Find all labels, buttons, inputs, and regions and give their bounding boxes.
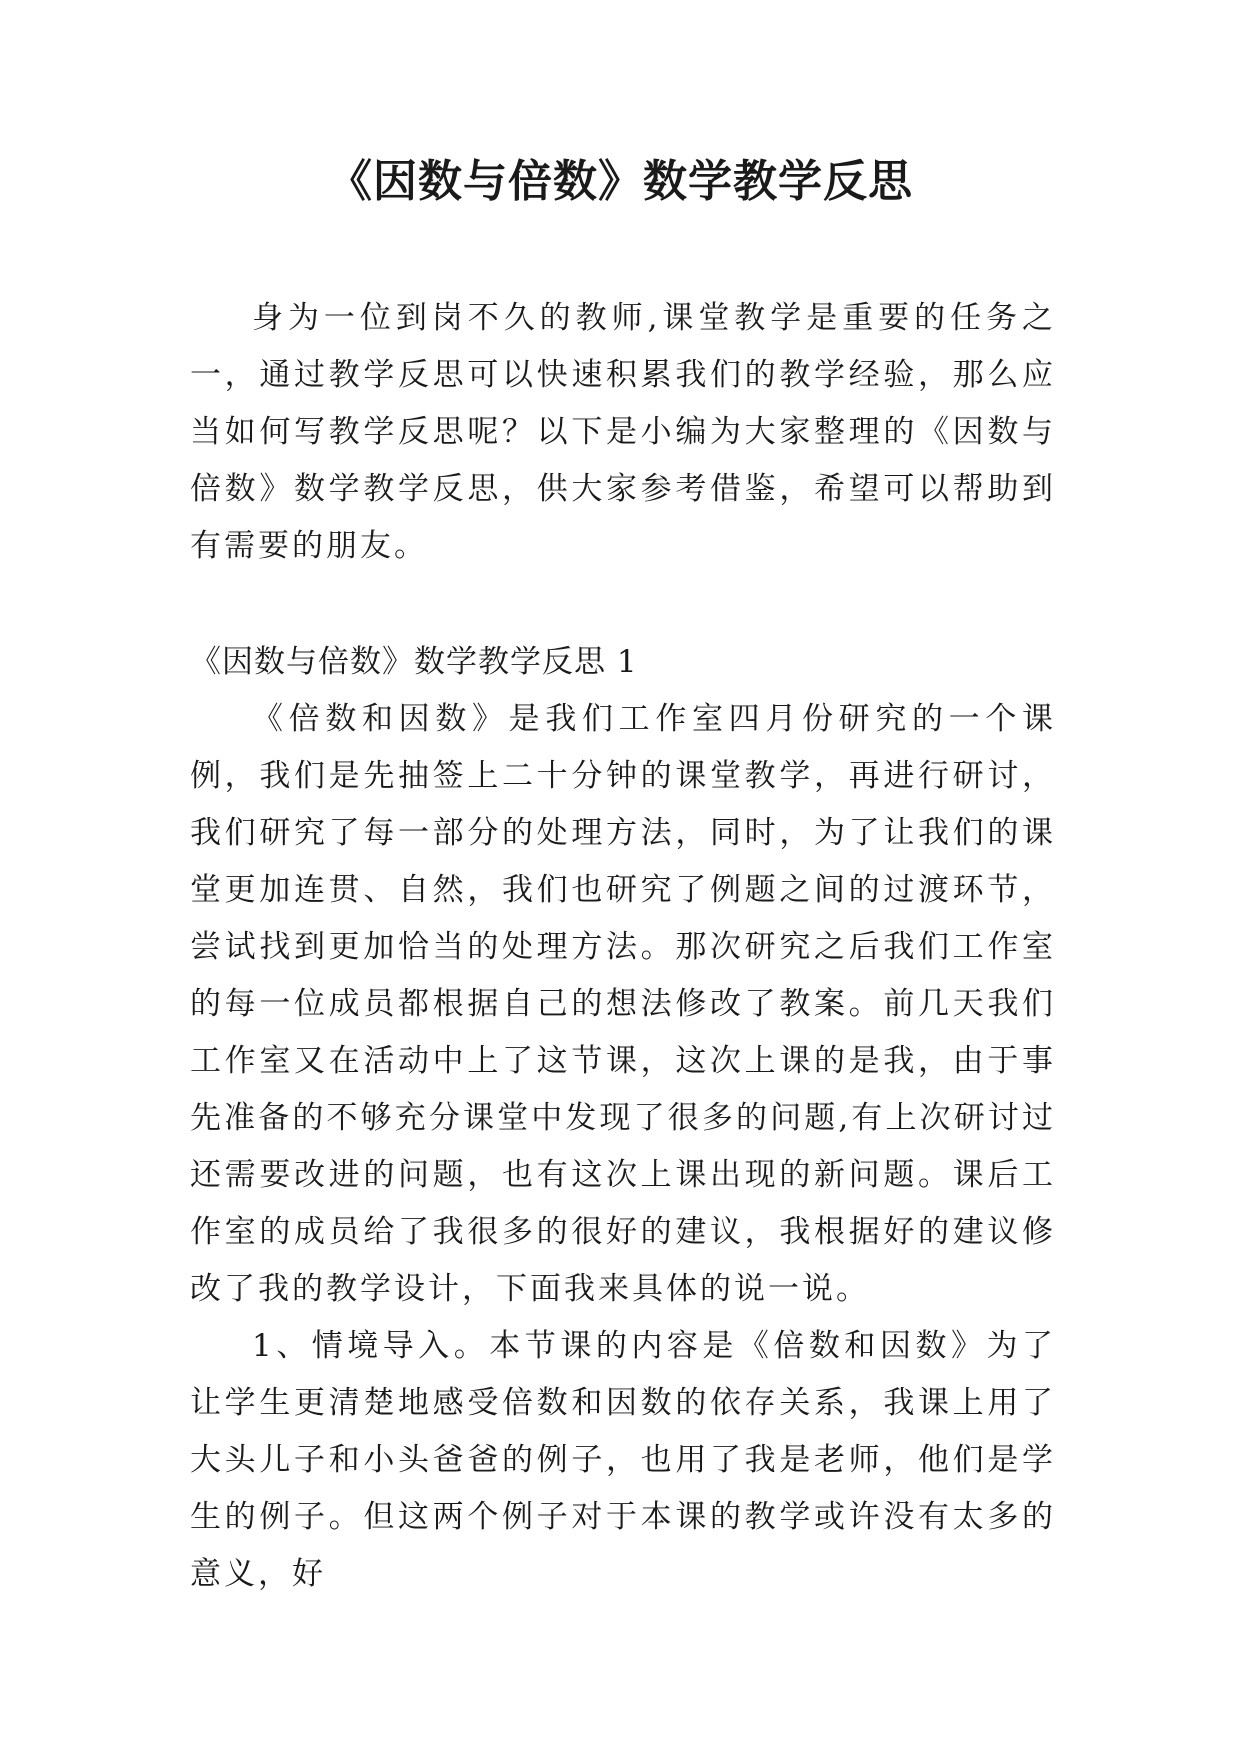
page-title: 《因数与倍数》数学教学反思	[328, 156, 913, 207]
body-paragraph: 1、情境导入。本节课的内容是《倍数和因数》为了让学生更清楚地感受倍数和因数的依存关系，我课上用了大头儿子和小头爸爸的例子，也用了我是老师，他们是学生的例子。但这两个例子对于本课的教学或许没有太多的意义，好	[190, 1328, 1056, 1592]
body-paragraph: 《倍数和因数》是我们工作室四月份研究的一个课例，我们是先抽签上二十分钟的课堂教学，再进行研讨，我们研究了每一部分的处理方法，同时，为了让我们的课堂更加连贯、自然，我们也研究了例题之间的过渡环节，尝试找到更加恰当的处理方法。那次研究之后我们工作室的每一位成员都根据自己的想法修改了教案。前几天我们工作室又在活动中上了这节课，这次上课的是我，由于事先准备的不够充分课堂中发现了很多的问题,有上次研讨过还需要改进的问题，也有这次上课出现的新问题。课后工作室的成员给了我很多的很好的建议，我根据好的建议修改了我的教学设计，下面我来具体的说一说。	[190, 701, 1056, 1307]
intro-paragraph: 身为一位到岗不久的教师,课堂教学是重要的任务之一，通过教学反思可以快速积累我们的教学经验，那么应当如何写教学反思呢？以下是小编为大家整理的《因数与倍数》数学教学反思，供大家参考借鉴，希望可以帮助到有需要的朋友。	[190, 300, 1056, 564]
section-heading: 《因数与倍数》数学教学反思 1	[190, 644, 638, 680]
